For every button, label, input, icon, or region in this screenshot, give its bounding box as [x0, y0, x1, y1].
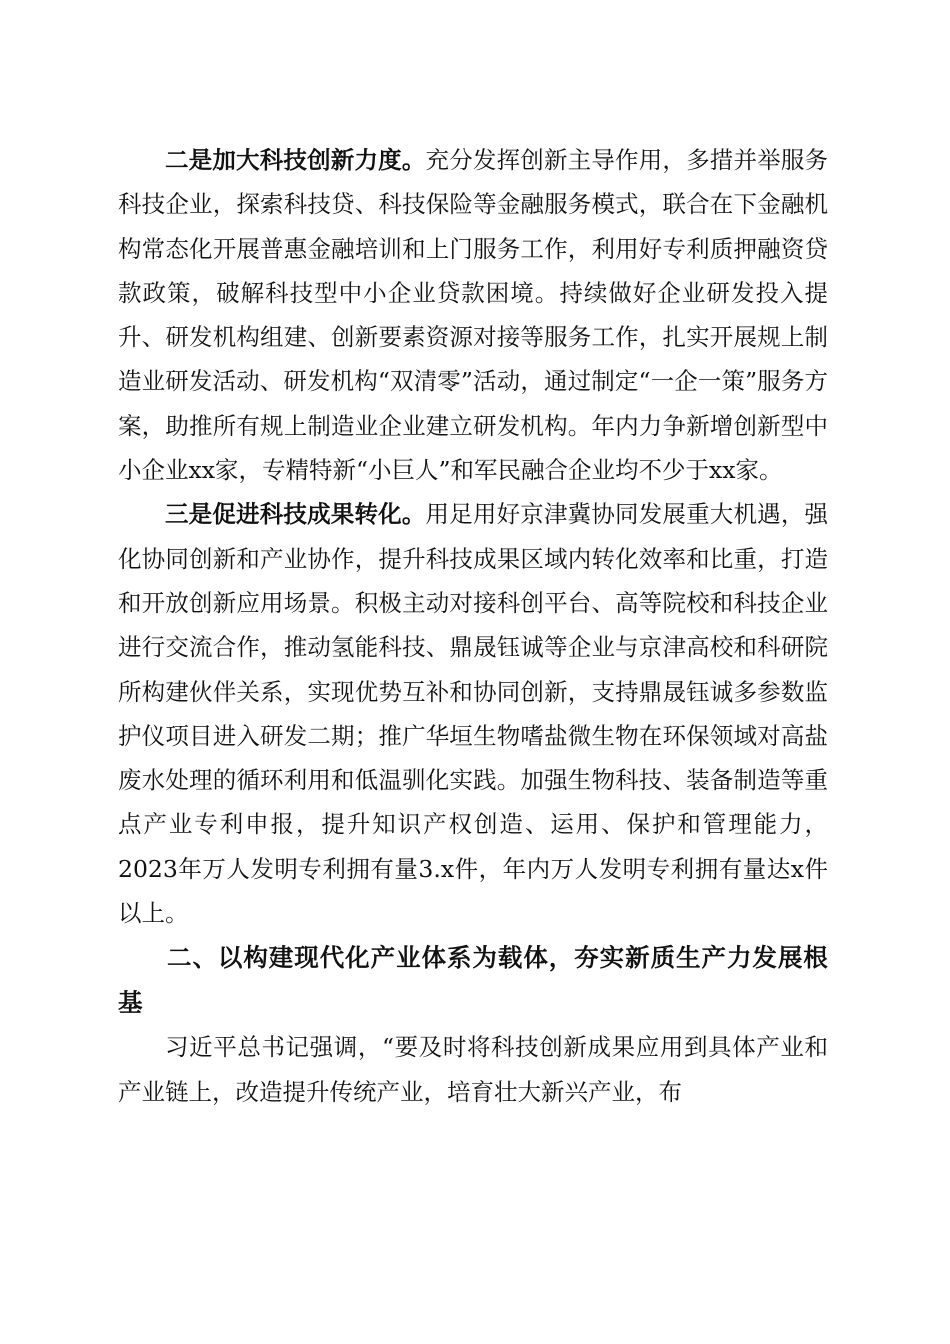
paragraph-body: 用足用好京津冀协同发展重大机遇，强化协同创新和产业协作，提升科技成果区域内转化效率和比重，打造和开放创新应用场景。积极主动对接科创平台、高等院校和科技企业进行交流合作，推动氢能科技、鼎晟钰诚等企业与京津高校和科研院所构建伙伴关系，实现优势互补和协同创新，支持鼎晟钰诚多参数监护仪项目进入研发二期；推广华垣生物嗜盐微生物在环保领域对高盐废水处理的循环利用和低温驯化实践。加强生物科技、装备制造等重点产业专利申报，提升知识产权创造、运用、保护和管理能力，2023年万人发明专利拥有量3.x件，年内万人发明专利拥有量达x件以上。	[118, 500, 829, 928]
section-heading: 二、以构建现代化产业体系为载体，夯实新质生产力发展根基	[118, 943, 828, 1018]
paragraph-quote: 习近平总书记强调，“要及时将科技创新成果应用到具体产业和产业链上，改造提升传统产业，培育壮大新兴产业，布	[118, 1033, 828, 1106]
paragraph-tech-innovation	[118, 138, 828, 492]
paragraph-lead: 二是加大科技创新力度。	[165, 146, 426, 174]
paragraph-body: 充分发挥创新主导作用，多措并举服务科技企业，探索科技贷、科技保险等金融服务模式，联合在下金融机构常态化开展普惠金融培训和上门服务工作，利用好专利质押融资贷款政策，破解科技型中小企业贷款困境。持续做好企业研发投入提升、研发机构组建、创新要素资源对接等服务工作，扎实开展规上制造业研发活动、研发机构“双清零”活动，通过制定“一企一策”服务方案，助推所有规上制造业企业建立研发机构。年内力争新增创新型中小企业xx家，专精特新“小巨人”和军民融合企业均不少于xx家。	[118, 146, 829, 485]
paragraph-tech-transfer	[118, 492, 828, 935]
document-page	[118, 138, 828, 1114]
paragraph-lead: 三是促进科技成果转化。	[165, 500, 426, 529]
